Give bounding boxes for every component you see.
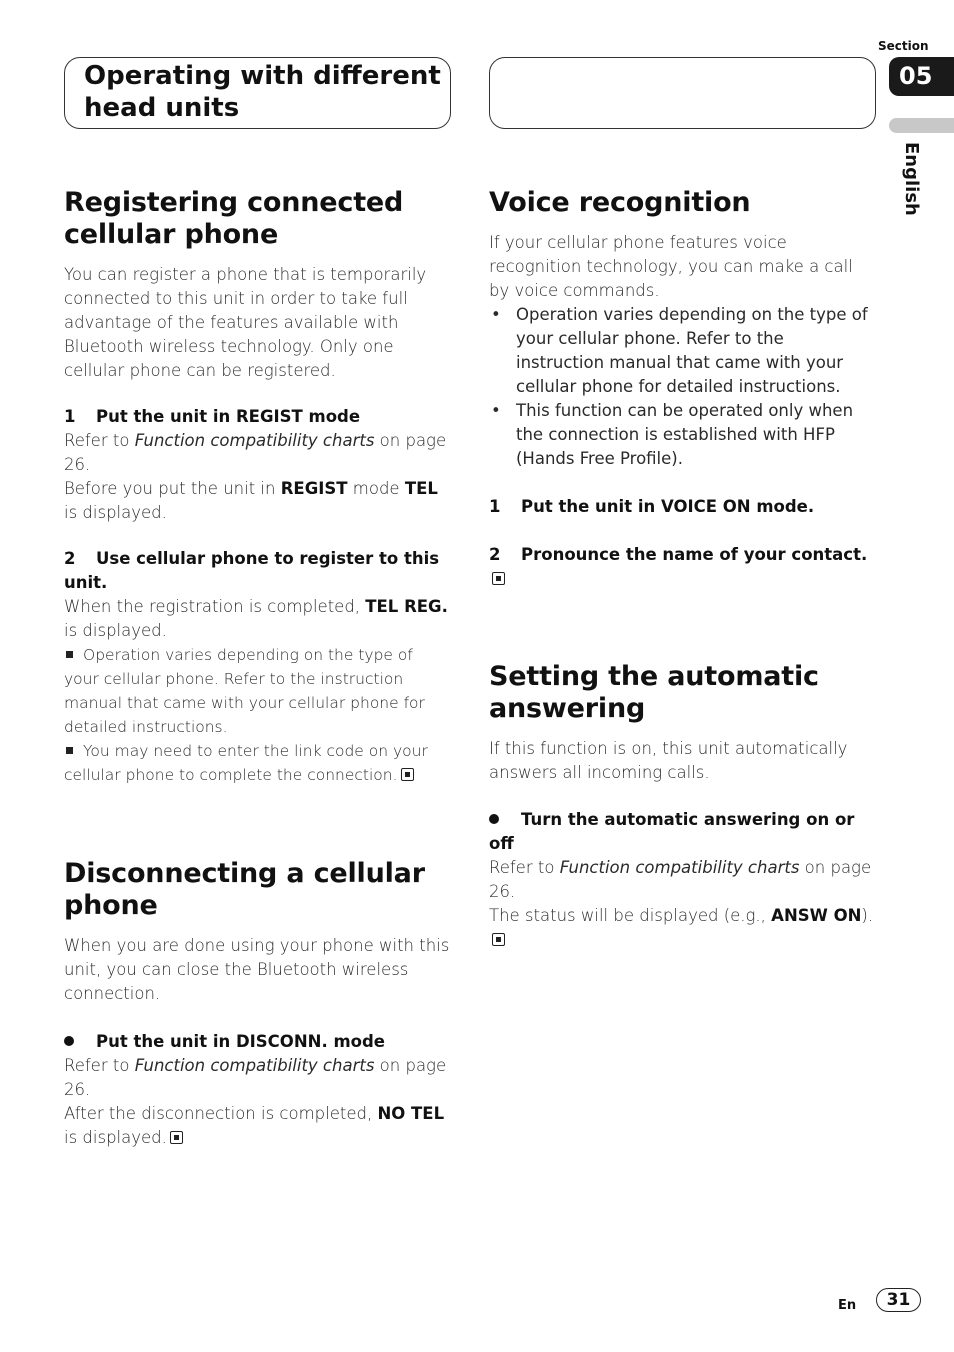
register-step-1: 1 Put the unit in REGIST mode xyxy=(64,407,361,426)
left-column xyxy=(64,187,452,1150)
registering-heading: Registering connected cellular phone xyxy=(64,187,404,250)
auto-answer-heading: Setting the automatic answering xyxy=(489,661,819,724)
end-mark-icon xyxy=(170,1131,183,1144)
voice-bullet-2: • This function can be operated only when the connection is established with HFP (Hands Free Profile). xyxy=(489,399,877,471)
register-step-2: 2 Use cellular phone to register to this unit. xyxy=(64,549,440,592)
bullet-icon: • xyxy=(491,401,501,420)
auto-answer-step: Turn the automatic answering on or off xyxy=(489,810,855,853)
disconnecting-heading: Disconnecting a cellular phone xyxy=(64,858,425,921)
auto-answer-intro: If this function is on, this unit automatically answers all incoming calls. xyxy=(489,739,848,782)
auto-answer-refer: Refer to Function compatibility charts on page 26. xyxy=(489,858,872,901)
disconnecting-intro: When you are done using your phone with this unit, you can close the Bluetooth wireless connection. xyxy=(64,936,450,1003)
register-step1-before: Before you put the unit in REGIST mode TEL is displayed. xyxy=(64,479,438,522)
disconnect-after: After the disconnection is completed, NO TEL is displayed. xyxy=(64,1104,445,1147)
register-step2-done: When the registration is completed, TEL REG. is displayed. xyxy=(64,597,448,640)
footer-lang: En xyxy=(838,1298,857,1313)
end-mark-icon xyxy=(401,768,414,781)
header-left-box xyxy=(64,57,451,129)
section-label: Section xyxy=(878,39,929,53)
register-note-2: You may need to enter the link code on your cellular phone to complete the connection. xyxy=(64,742,428,784)
header-title: Operating with different head units xyxy=(84,61,441,123)
voice-intro: If your cellular phone features voice recognition technology, you can make a call by voice commands. xyxy=(489,233,853,300)
round-bullet-icon xyxy=(64,1036,74,1046)
square-bullet-icon xyxy=(66,747,73,754)
end-mark-icon xyxy=(492,572,505,585)
language-label: English xyxy=(901,142,922,216)
voice-heading: Voice recognition xyxy=(489,187,751,218)
right-column xyxy=(489,187,877,952)
section-number-tab: 05 xyxy=(889,57,954,96)
auto-answer-status: The status will be displayed (e.g., ANSW ON). xyxy=(489,904,877,952)
register-step1-refer: Refer to Function compatibility charts on page 26. xyxy=(64,431,447,474)
disconnect-step: Put the unit in DISCONN. mode xyxy=(64,1030,452,1054)
voice-bullet-1: • Operation varies depending on the type of your cellular phone. Refer to the instruction manual that came with your cellular phone for detailed instructions. xyxy=(489,303,877,399)
page-number: 31 xyxy=(876,1288,921,1312)
end-mark-icon xyxy=(492,933,505,946)
voice-step-1: 1 Put the unit in VOICE ON mode. xyxy=(489,497,815,516)
round-bullet-icon xyxy=(489,814,499,824)
disconnect-refer: Refer to Function compatibility charts on page 26. xyxy=(64,1056,447,1099)
bullet-icon: • xyxy=(491,305,501,324)
voice-step-2: 2 Pronounce the name of your contact. xyxy=(489,543,877,591)
register-note-1: Operation varies depending on the type of your cellular phone. Refer to the instruction manual that came with your cellular phone for detailed instructions. xyxy=(64,646,425,736)
square-bullet-icon xyxy=(66,651,73,658)
language-bar xyxy=(889,118,954,133)
header-right-box xyxy=(489,57,876,129)
registering-intro: You can register a phone that is temporarily connected to this unit in order to take full advantage of the features available with Bluetooth wireless technology. Only one cellular phone can be registered. xyxy=(64,265,427,380)
